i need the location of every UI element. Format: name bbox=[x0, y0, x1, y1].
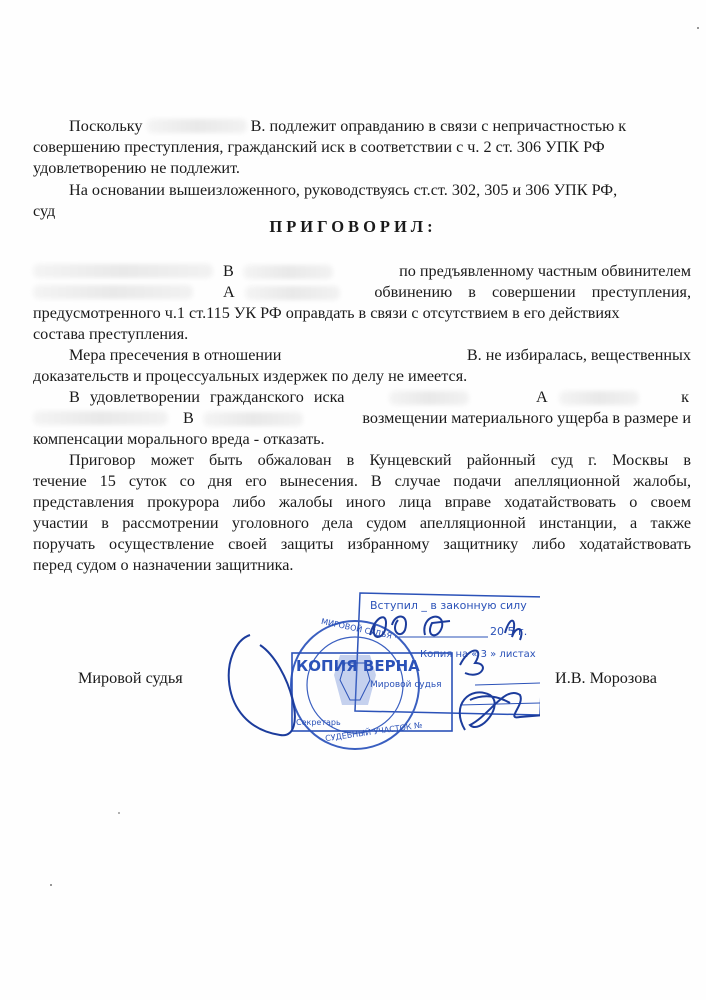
stamp-year: 20 5 г. bbox=[490, 625, 528, 638]
verdict-line1 bbox=[33, 261, 691, 282]
judge-title: Мировой судья bbox=[78, 669, 183, 687]
initial: В bbox=[183, 409, 194, 427]
scan-speck bbox=[697, 27, 699, 29]
para1-line2: совершению преступления, гражданский иск в соответствии с ч. 2 ст. 306 УПК РФ bbox=[33, 138, 605, 156]
redacted-name bbox=[559, 391, 639, 405]
text: возмещении материального ущерба в размере и bbox=[362, 409, 691, 427]
redacted-name bbox=[33, 411, 168, 425]
redacted-name bbox=[243, 265, 333, 279]
stamp-copy-pages: Копия на « 3 » листах bbox=[420, 649, 536, 660]
text: Мера пресечения в отношении bbox=[69, 346, 282, 364]
text: к bbox=[681, 388, 689, 406]
initial: В bbox=[223, 262, 234, 280]
verdict-line2 bbox=[33, 282, 691, 303]
redacted-name bbox=[203, 412, 303, 426]
svg-text:СУДЕБНЫЙ УЧАСТОК №: СУДЕБНЫЙ УЧАСТОК № bbox=[324, 720, 423, 744]
svg-text:МИРОВОЙ СУДЬЯ: МИРОВОЙ СУДЬЯ bbox=[320, 616, 393, 641]
initial: А bbox=[223, 283, 235, 301]
appeal-line2: течение 15 суток со дня его вынесения. В случае подачи апелляционной жалобы, bbox=[33, 472, 691, 490]
para1-line1 bbox=[69, 116, 626, 137]
para2-line2: суд bbox=[33, 202, 56, 220]
court-stamp bbox=[220, 585, 540, 775]
verdict-line3: предусмотренного ч.1 ст.115 УК РФ оправдать в связи с отсутствием в его действиях bbox=[33, 304, 620, 322]
redacted-name bbox=[147, 119, 247, 133]
entry-into-force-stamp bbox=[355, 593, 540, 715]
stamp-secretary-label: Секретарь bbox=[296, 718, 341, 727]
measure-line1 bbox=[69, 345, 691, 366]
text: по предъявленному частным обвинителем bbox=[399, 262, 691, 280]
verdict-line4: состава преступления. bbox=[33, 325, 189, 343]
civil-line2 bbox=[33, 408, 691, 429]
stamp-line1: Вступил _ в законную силу bbox=[370, 599, 527, 612]
appeal-line4: участии в рассмотрении уголовного дела судом апелляционной инстанции, а также bbox=[33, 514, 691, 532]
para1-line3: удовлетворению не подлежит. bbox=[33, 159, 240, 177]
appeal-line3: представления прокурора либо жалобы иного лица вправе ходатайствовать о своем bbox=[33, 493, 691, 511]
measure-line2: доказательств и процессуальных издержек по делу не имеется. bbox=[33, 367, 468, 385]
text: В. подлежит оправданию в связи с непричастностью к bbox=[250, 117, 627, 135]
appeal-line5: поручать осуществление своей защиты избранному защитнику либо ходатайствовать bbox=[33, 535, 691, 553]
redacted-name bbox=[389, 391, 469, 405]
text: обвинению в совершении преступления, bbox=[374, 283, 691, 301]
initial: А bbox=[536, 388, 548, 406]
redacted-name bbox=[33, 285, 193, 299]
civil-line3: компенсации морального вреда - отказать. bbox=[33, 430, 325, 448]
copy-true-text: КОПИЯ ВЕРНА bbox=[296, 657, 420, 675]
stamp-judge-label: Мировой судья bbox=[370, 680, 442, 690]
civil-line1 bbox=[69, 387, 691, 408]
text: В удовлетворении гражданского иска bbox=[69, 388, 345, 406]
scan-speck bbox=[50, 884, 52, 886]
text: В. не избиралась, вещественных bbox=[466, 346, 691, 364]
para2-line1: На основании вышеизложенного, руководствуясь ст.ст. 302, 305 и 306 УПК РФ, bbox=[69, 181, 618, 199]
appeal-line1: Приговор может быть обжалован в Кунцевский районный суд г. Москвы в bbox=[69, 451, 691, 469]
text: Поскольку bbox=[69, 117, 143, 135]
copy-true-stamp bbox=[292, 653, 452, 731]
redacted-name bbox=[245, 286, 340, 300]
verdict-heading: ПРИГОВОРИЛ: bbox=[269, 217, 437, 236]
appeal-line6: перед судом о назначении защитника. bbox=[33, 556, 294, 574]
judge-name: И.В. Морозова bbox=[555, 669, 657, 687]
scan-speck bbox=[118, 812, 120, 814]
redacted-name bbox=[33, 264, 213, 278]
